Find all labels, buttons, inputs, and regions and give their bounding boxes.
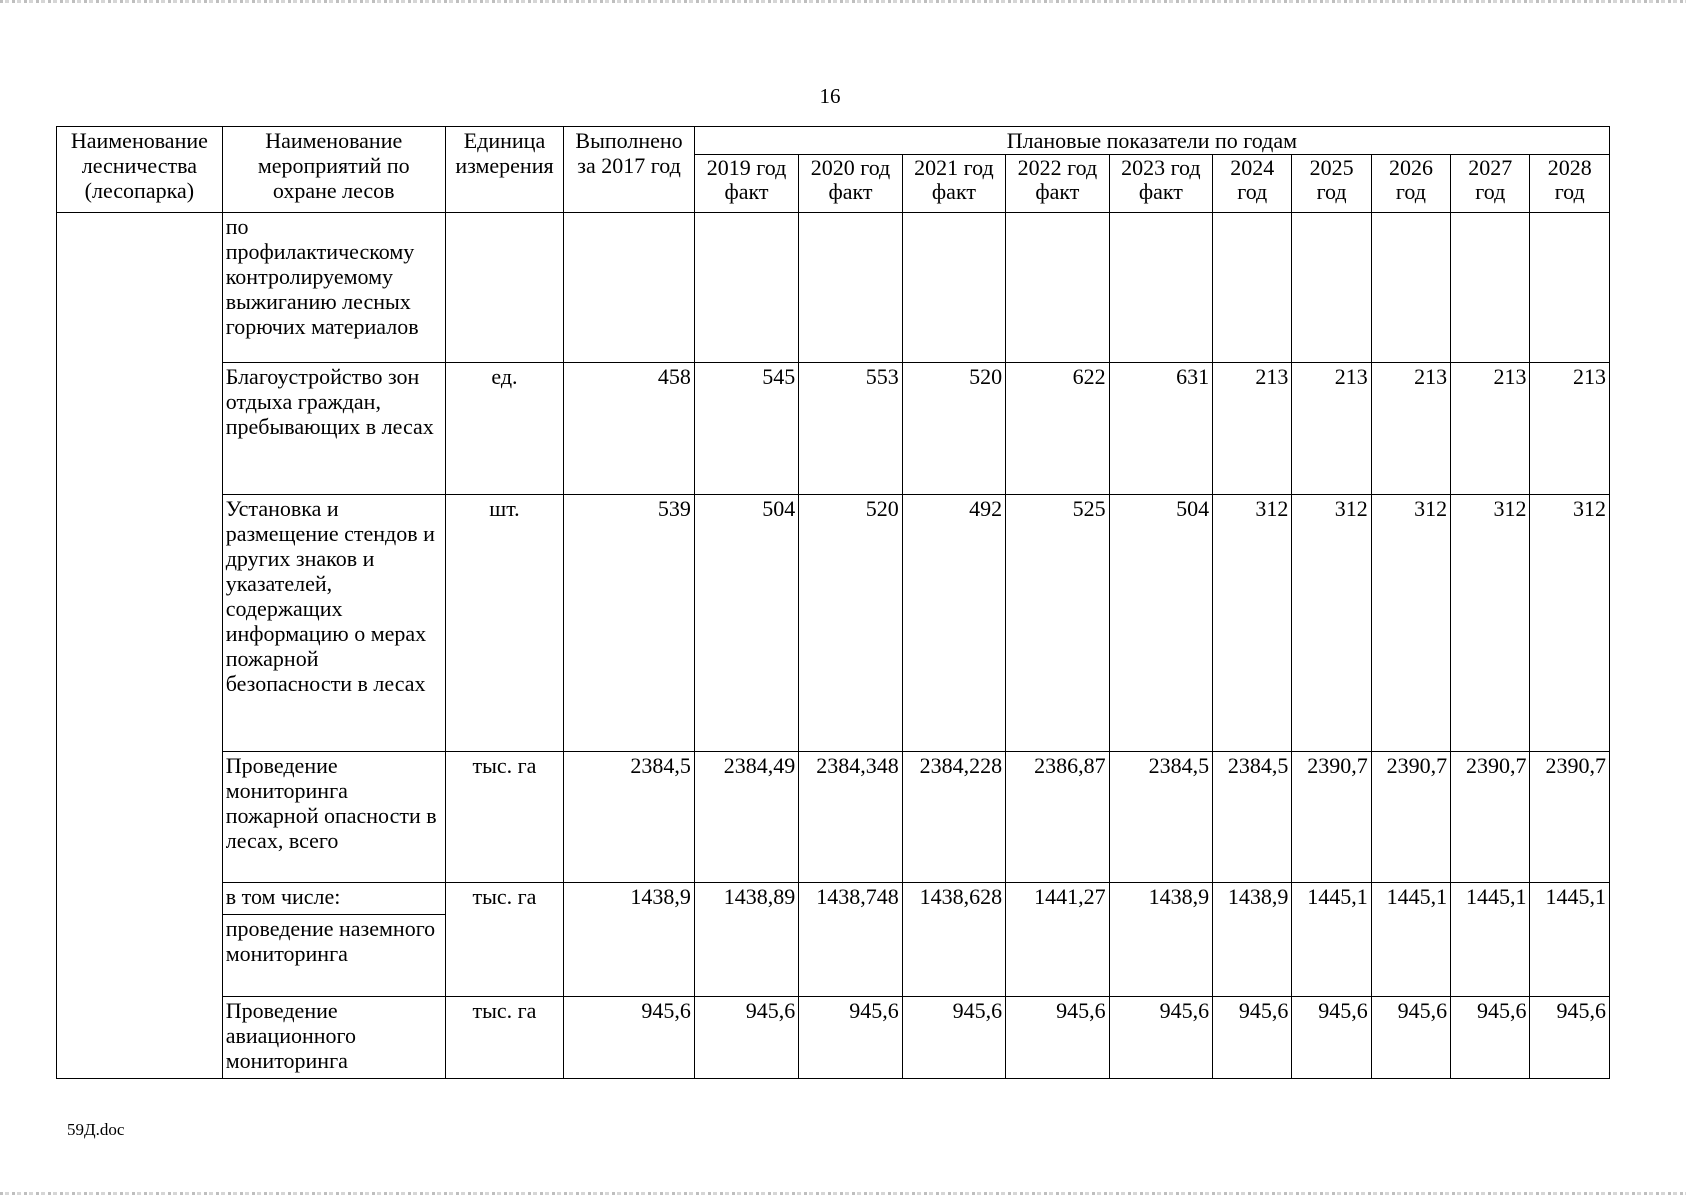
measure-name: Установка и размещение стендов и других знаков и указателей, содержащих информацию о мерах пожарной безопасности в лесах	[222, 495, 445, 752]
value-cell: 213	[1371, 363, 1450, 495]
done-cell: 458	[564, 363, 695, 495]
value-cell: 2384,348	[799, 752, 902, 883]
table-row	[57, 752, 1610, 883]
value-cell: 945,6	[1006, 997, 1109, 1079]
value-cell: 1445,1	[1371, 883, 1450, 997]
value-cell	[694, 213, 798, 363]
value-cell	[1451, 213, 1530, 363]
value-cell: 545	[694, 363, 798, 495]
value-cell: 2386,87	[1006, 752, 1109, 883]
value-cell: 2384,5	[1213, 752, 1292, 883]
measure-name: Проведение авиационного мониторинга	[222, 997, 445, 1079]
done-cell: 539	[564, 495, 695, 752]
header-year: 2019 год факт	[694, 155, 798, 213]
value-cell: 2384,49	[694, 752, 798, 883]
value-cell: 622	[1006, 363, 1109, 495]
footer-file-name: 59Д.doc	[67, 1120, 125, 1139]
value-cell: 312	[1530, 495, 1610, 752]
done-cell: 945,6	[564, 997, 695, 1079]
measure-name: Благоустройство зон отдыха граждан, пребывающих в лесах	[222, 363, 445, 495]
unit-cell: тыс. га	[445, 752, 564, 883]
unit-cell: тыс. га	[445, 997, 564, 1079]
value-cell: 945,6	[1292, 997, 1371, 1079]
scan-edge-bottom	[0, 1192, 1686, 1195]
value-cell: 1438,9	[1109, 883, 1212, 997]
page-number: 16	[819, 84, 841, 108]
value-cell: 1445,1	[1292, 883, 1371, 997]
header-year: 2023 год факт	[1109, 155, 1212, 213]
value-cell: 520	[799, 495, 902, 752]
value-cell: 312	[1213, 495, 1292, 752]
unit-cell: ед.	[445, 363, 564, 495]
header-plan: Плановые показатели по годам	[694, 127, 1609, 155]
value-cell: 1438,89	[694, 883, 798, 997]
header-year: 2027 год	[1451, 155, 1530, 213]
value-cell: 525	[1006, 495, 1109, 752]
value-cell: 945,6	[799, 997, 902, 1079]
value-cell: 213	[1292, 363, 1371, 495]
value-cell: 945,6	[1109, 997, 1212, 1079]
value-cell	[1213, 213, 1292, 363]
value-cell: 1438,628	[902, 883, 1005, 997]
value-cell: 492	[902, 495, 1005, 752]
value-cell	[1109, 213, 1212, 363]
value-cell: 213	[1451, 363, 1530, 495]
value-cell: 1441,27	[1006, 883, 1109, 997]
header-year: 2025 год	[1292, 155, 1371, 213]
value-cell: 945,6	[1371, 997, 1450, 1079]
value-cell: 213	[1530, 363, 1610, 495]
measure-name: Проведение мониторинга пожарной опасности в лесах, всего	[222, 752, 445, 883]
value-cell: 312	[1292, 495, 1371, 752]
value-cell: 312	[1371, 495, 1450, 752]
header-year: 2021 год факт	[902, 155, 1005, 213]
value-cell: 945,6	[902, 997, 1005, 1079]
value-cell	[1371, 213, 1450, 363]
measure-name-sub: проведение наземного мониторинга	[222, 915, 445, 997]
value-cell: 520	[902, 363, 1005, 495]
header-forestry: Наименование лесничества (лесопарка)	[57, 127, 223, 213]
unit-cell: тыс. га	[445, 883, 564, 997]
forest-protection-table	[56, 126, 1610, 1079]
unit-cell: шт.	[445, 495, 564, 752]
value-cell	[902, 213, 1005, 363]
done-cell: 1438,9	[564, 883, 695, 997]
value-cell: 945,6	[1451, 997, 1530, 1079]
header-year: 2022 год факт	[1006, 155, 1109, 213]
value-cell	[1006, 213, 1109, 363]
value-cell: 945,6	[1213, 997, 1292, 1079]
done-cell: 2384,5	[564, 752, 695, 883]
value-cell: 2384,228	[902, 752, 1005, 883]
value-cell: 553	[799, 363, 902, 495]
value-cell: 213	[1213, 363, 1292, 495]
table-row	[57, 997, 1610, 1079]
value-cell: 945,6	[694, 997, 798, 1079]
header-year: 2020 год факт	[799, 155, 902, 213]
forestry-name-cell	[57, 213, 223, 1079]
value-cell: 2390,7	[1292, 752, 1371, 883]
value-cell	[1292, 213, 1371, 363]
value-cell	[1530, 213, 1610, 363]
table-row	[57, 213, 1610, 363]
value-cell: 2390,7	[1530, 752, 1610, 883]
header-done-2017: Выполнено за 2017 год	[564, 127, 695, 213]
measure-name: в том числе:	[222, 883, 445, 915]
value-cell: 2390,7	[1371, 752, 1450, 883]
value-cell: 2390,7	[1451, 752, 1530, 883]
unit-cell	[445, 213, 564, 363]
value-cell: 1438,9	[1213, 883, 1292, 997]
value-cell: 504	[694, 495, 798, 752]
value-cell: 1445,1	[1530, 883, 1610, 997]
value-cell: 312	[1451, 495, 1530, 752]
header-year: 2024 год	[1213, 155, 1292, 213]
table-row	[57, 495, 1610, 752]
header-measures: Наименование мероприятий по охране лесов	[222, 127, 445, 213]
scan-edge-top	[0, 0, 1686, 3]
header-year: 2028 год	[1530, 155, 1610, 213]
value-cell: 504	[1109, 495, 1212, 752]
value-cell: 1445,1	[1451, 883, 1530, 997]
done-cell	[564, 213, 695, 363]
value-cell	[799, 213, 902, 363]
value-cell: 1438,748	[799, 883, 902, 997]
header-unit: Единица измерения	[445, 127, 564, 213]
measure-name: по профилактическому контролируемому выжиганию лесных горючих материалов	[222, 213, 445, 363]
value-cell: 945,6	[1530, 997, 1610, 1079]
table-row	[57, 363, 1610, 495]
table-row	[57, 883, 1610, 915]
value-cell: 631	[1109, 363, 1212, 495]
header-year: 2026 год	[1371, 155, 1450, 213]
value-cell: 2384,5	[1109, 752, 1212, 883]
